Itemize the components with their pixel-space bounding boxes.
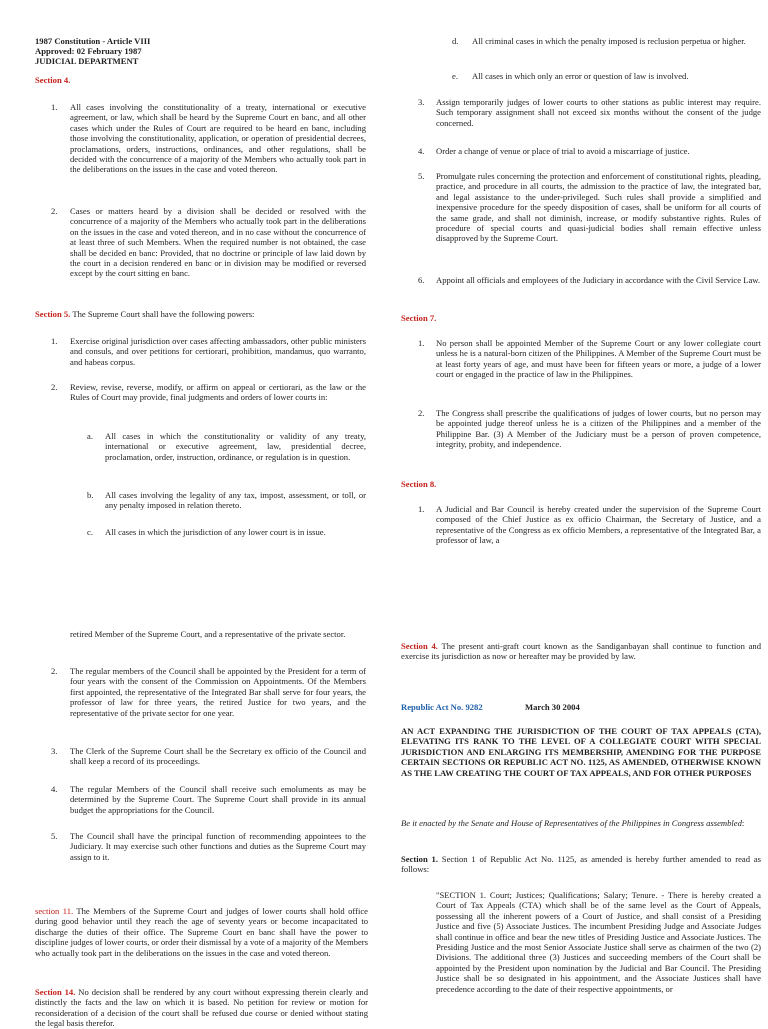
enacting-clause-text: Be it enacted by the Senate and House of Representatives of the Philippines in Congress assembled (401, 818, 742, 828)
section-7-title: Section 7. (401, 313, 437, 323)
list-item: The Clerk of the Supreme Court shall be the Secretary ex officio of the Council and shall keep a record of its proceedings. (70, 746, 366, 767)
list-item: Order a change of venue or place of trial to avoid a miscarriage of justice. (436, 146, 690, 156)
sublist-item: All criminal cases in which the penalty imposed is reclusion perpetua or higher. (472, 36, 746, 46)
sublist-letter: b. (87, 490, 94, 500)
act-section-1-text: Section 1 of Republic Act No. 1125, as amended is hereby further amended to read as follows: (401, 854, 761, 875)
list-item: The Congress shall prescribe the qualifications of judges of lower courts, but no person may be appointed judge thereof unless he is a citizen of the Philippines and a member of the Philippine Bar. (3) A Member of the Judiciary must be a person of proven competence, integrity, probity, and independence. (436, 408, 761, 450)
sublist-letter: d. (452, 36, 459, 46)
header-department: JUDICIAL DEPARTMENT (35, 56, 139, 67)
quoted-section: "SECTION 1. Court; Justices; Qualifications; Salary; Tenure. - There is hereby created a Court of Tax Appeals (CTA) which shall be of the same level as the Court of Appeals, possessing all the inherent powers of a Court of Justice, and shall consist of a Presiding Justice and five (5) Associate Justices. The incumbent Presiding Judge and Associate Judges shall continue in office and bear the new titles of Presiding Justice and Associate Justices. The Presiding Justice and the most Senior Associate Justice shall serve as chairmen of the two (2) Divisions. The additional three (3) Justices and succeeding members of the Court shall be appointed by the President upon nomination by the Judicial and Bar Council. The Presiding Justice shall be so designated in his appointment, and the Associate Justices shall have precedence according to the date of their respective appointments, or (436, 890, 761, 994)
list-item: Assign temporarily judges of lower courts to other stations as public interest may require. Such temporary assignment shall not exceed six months without the consent of the judge concerned. (436, 97, 761, 128)
list-number: 2. (51, 382, 58, 392)
section-4-sandiganbayan (401, 641, 761, 662)
list-item: Exercise original jurisdiction over cases affecting ambassadors, other public ministers and consuls, and over petitions for certiorari, prohibition, mandamus, quo warranto, and habeas corpus. (70, 336, 366, 367)
republic-act-label: Republic Act No. 9282 (401, 702, 483, 712)
list-number: 1. (51, 336, 58, 346)
act-section-1-label: Section 1. (401, 854, 438, 864)
list-number: 2. (51, 666, 58, 676)
enacting-clause-colon: : (741, 818, 745, 828)
sublist-item: All cases involving the legality of any tax, impost, assessment, or toll, or any penalty imposed in relation thereto. (105, 490, 366, 511)
section-14-text: No decision shall be rendered by any court without expressing therein clearly and distinctly the facts and the law on which it is based. No petition for review or motion for reconsideration of a decision of the court shall be refused due course or denied without stating the legal basis therefor. (35, 987, 369, 1029)
sublist-item: All cases in which only an error or question of law is involved. (472, 71, 689, 81)
list-number: 4. (418, 146, 425, 156)
section-5-intro (35, 309, 368, 319)
list-item: The regular Members of the Council shall receive such emoluments as may be determined by the Supreme Court. The Supreme Court shall provide in its annual budget the appropriations for the Council. (70, 784, 366, 815)
republic-act-heading (401, 702, 761, 712)
list-number: 1. (418, 504, 425, 514)
list-number: 5. (418, 171, 425, 181)
list-item: A Judicial and Bar Council is hereby created under the supervision of the Supreme Court composed of the Chief Justice as ex officio Chairman, the Secretary of Justice, and a representative of the Congress as ex officio Members, a representative of the Integrated Bar, a professor of law, a (436, 504, 761, 546)
sublist-letter: c. (87, 527, 93, 537)
continued-text: retired Member of the Supreme Court, and a representative of the private sector. (70, 629, 346, 639)
list-number: 5. (51, 831, 58, 841)
section-11-label: section 11. (35, 906, 74, 916)
sandiganbayan-label: Section 4. (401, 641, 438, 651)
list-item: No person shall be appointed Member of the Supreme Court or any lower collegiate court unless he is a natural-born citizen of the Philippines. A Member of the Supreme Court must be at least forty years of age, and must have been for fifteen years or more, a judge of a lower court or engaged in the practice of law in the Philippines. (436, 338, 761, 380)
list-number: 1. (418, 338, 425, 348)
list-item: Promulgate rules concerning the protection and enforcement of constitutional rights, pleading, practice, and procedure in all courts, the admission to the practice of law, the integrated bar, and legal assistance to the under-privileged. Such rules shall provide a simplified and inexpensive procedure for the speedy disposition of cases, shall be uniform for all courts of the same grade, and shall not diminish, increase, or modify substantive rights. Rules of procedure of special courts and quasi-judicial bodies shall remain effective unless disapproved by the Supreme Court. (436, 171, 761, 244)
list-number: 2. (418, 408, 425, 418)
header-title: 1987 Constitution - Article VIII (35, 36, 151, 46)
republic-act-date: March 30 2004 (525, 702, 580, 712)
act-title: AN ACT EXPANDING THE JURISDICTION OF THE COURT OF TAX APPEALS (CTA), ELEVATING ITS RANK TO THE LEVEL OF A COLLEGIATE COURT WITH SPECIAL JURISDICTION AND ENLARGING ITS MEMBERSHIP, AMENDING FOR THE PURPOSE CERTAIN SECTIONS OR REPUBLIC ACT NO. 1125, AS AMENDED, OTHERWISE KNOWN AS THE LAW CREATING THE COURT OF TAX APPEALS, AND FOR OTHER PURPOSES (401, 726, 761, 778)
section-14-label: Section 14. (35, 987, 76, 997)
list-item: The Council shall have the principal function of recommending appointees to the Judiciary. It may exercise such other functions and duties as the Supreme Court may assign to it. (70, 831, 366, 862)
section-8-title: Section 8. (401, 479, 437, 489)
list-number: 1. (51, 102, 58, 112)
sublist-letter: a. (87, 431, 93, 441)
section-11 (35, 906, 368, 958)
list-item: Review, revise, reverse, modify, or affirm on appeal or certiorari, as the law or the Rules of Court may provide, final judgments and orders of lower courts in: (70, 382, 366, 403)
section-5-label: Section 5. (35, 309, 71, 319)
list-item: All cases involving the constitutionality of a treaty, international or executive agreement, or law, which shall be heard by the Supreme Court en banc, and all other cases which under the Rules of Court are required to be heard en banc, including those involving the constitutionality, application, or operation of presidential decrees, proclamations, orders, instructions, ordinances, and other regulations, shall be decided with the concurrence of a majority of the Members who actually took part in the deliberations on the issues in the case and voted thereon. (70, 102, 366, 175)
list-item: Cases or matters heard by a division shall be decided or resolved with the concurrence of a majority of the Members who actually took part in the deliberations on the issues in the case and voted thereon, and in no case without the concurrence of at least three of such Members. When the required number is not obtained, the case shall be decided en banc: Provided, that no doctrine or principle of law laid down by the court in a decision rendered en banc or in division may be modified or reversed except by the court sitting en banc. (70, 206, 366, 279)
sublist-item: All cases in which the constitutionality or validity of any treaty, international or executive agreement, law, presidential decree, proclamation, order, instruction, ordinance, or regulation is in question. (105, 431, 366, 462)
sandiganbayan-text: The present anti-graft court known as the Sandiganbayan shall continue to function and exercise its jurisdiction as now or hereafter may be provided by law. (401, 641, 762, 662)
list-number: 3. (51, 746, 58, 756)
list-number: 4. (51, 784, 58, 794)
header-approved: Approved: 02 February 1987 (35, 46, 142, 57)
section-4-title: Section 4. (35, 75, 71, 85)
doc-header (35, 36, 150, 67)
section-11-text: The Members of the Supreme Court and judges of lower courts shall hold office during good behavior until they reach the age of seventy years or become incapacitated to discharge the duties of their office. The Supreme Court en banc shall have the power to discipline judges of lower courts, or order their dismissal by a vote of a majority of the Members who actually took part in the deliberations on the issues in the case and voted thereon. (35, 906, 368, 958)
enacting-clause (401, 818, 761, 828)
list-number: 6. (418, 275, 425, 285)
sublist-letter: e. (452, 71, 458, 81)
section-5-text: The Supreme Court shall have the following powers: (70, 309, 255, 319)
list-item: The regular members of the Council shall be appointed by the President for a term of four years with the consent of the Commission on Appointments. Of the Members first appointed, the representative of the Integrated Bar shall serve for four years, the professor of law for three years, the retired Justice for two years, and the representative of the private sector for one year. (70, 666, 366, 718)
list-item: Appoint all officials and employees of the Judiciary in accordance with the Civil Service Law. (436, 275, 761, 285)
list-number: 3. (418, 97, 425, 107)
list-number: 2. (51, 206, 58, 216)
sublist-item: All cases in which the jurisdiction of any lower court is in issue. (105, 527, 326, 537)
act-section-1 (401, 854, 761, 875)
section-14 (35, 987, 368, 1029)
